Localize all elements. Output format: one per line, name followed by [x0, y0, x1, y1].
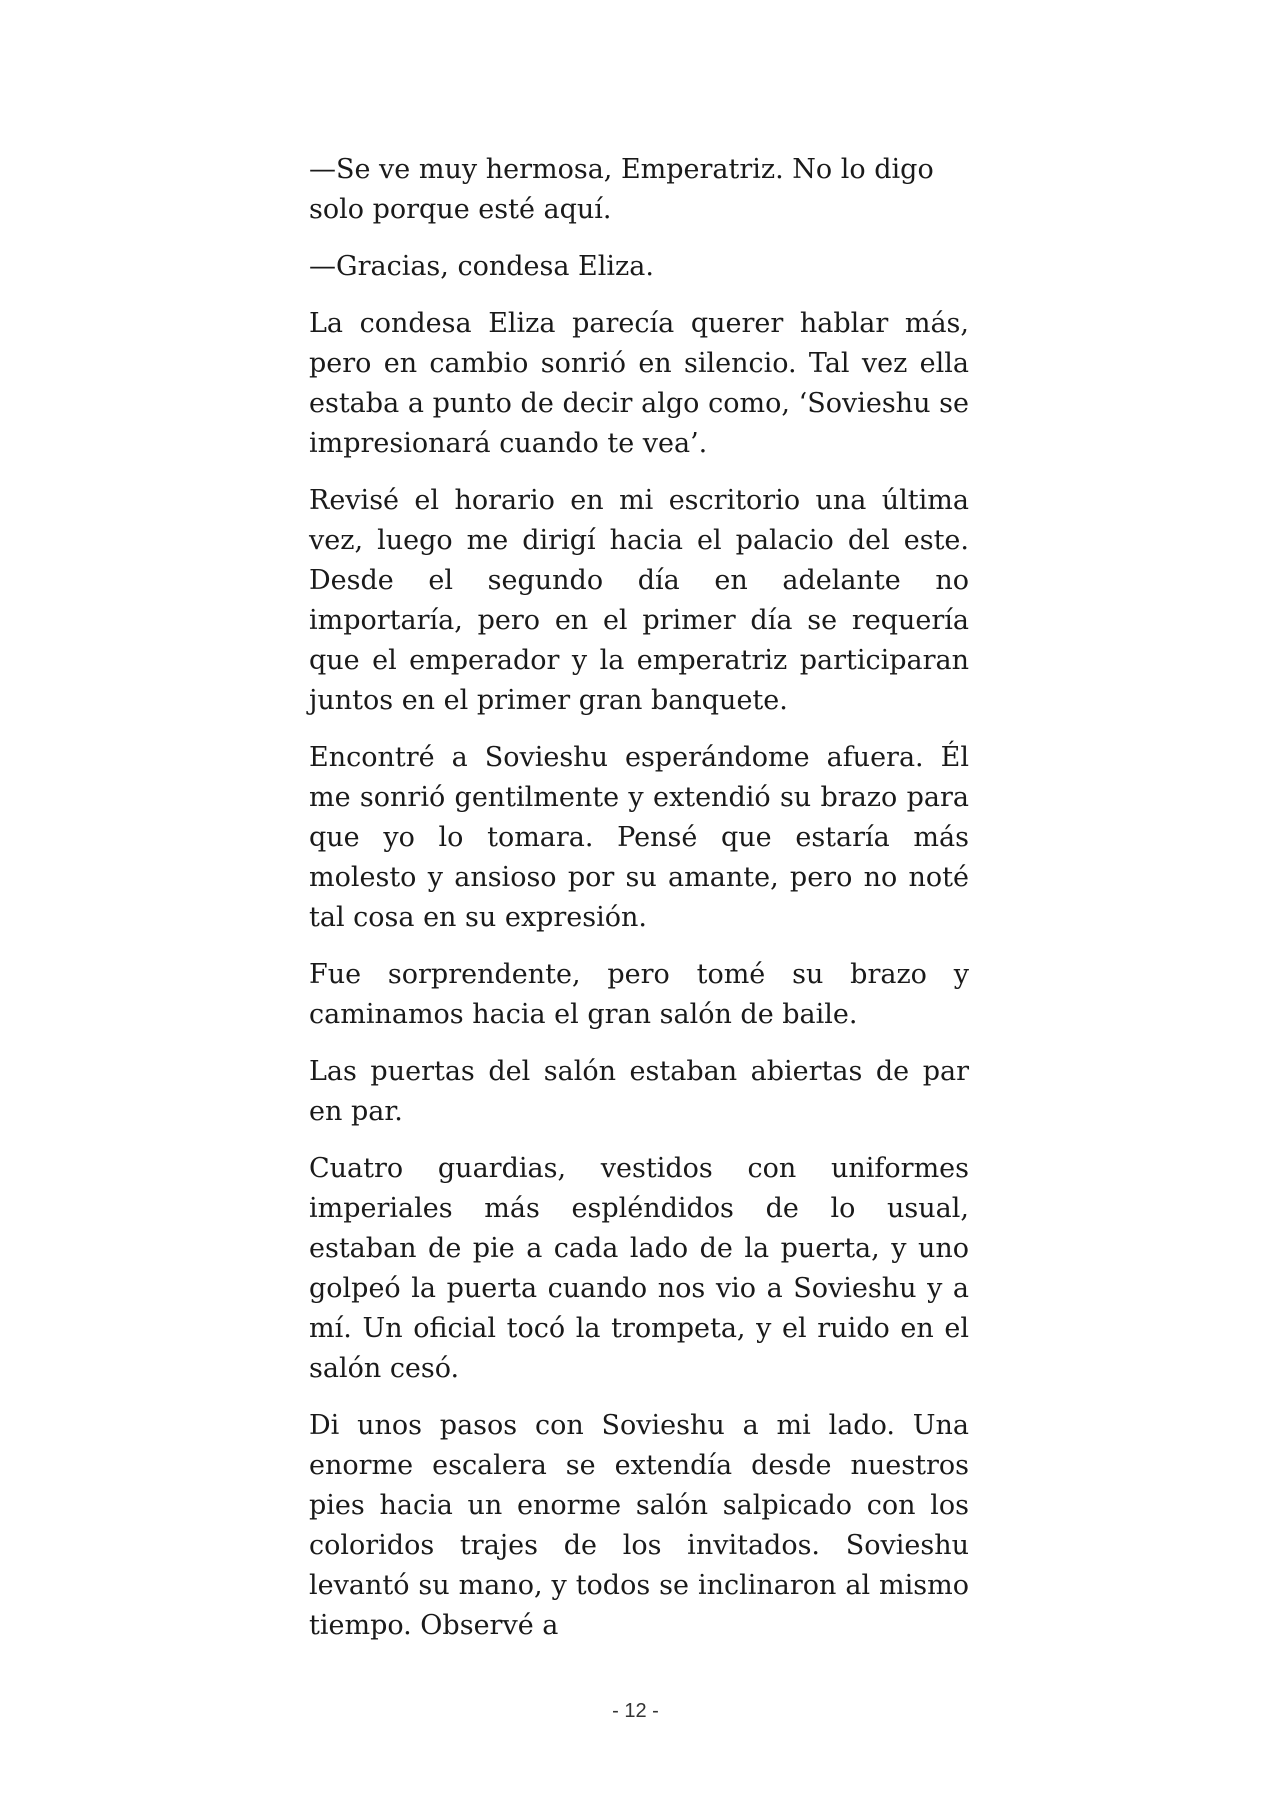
paragraph-4: Revisé el horario en mi escritorio una última vez, luego me dirigí hacia el palacio del este. Desde el segundo día en adelante no importaría, pero en el primer día se requería que el emperador y la emperatriz participaran juntos en el primer gran banquete.	[309, 485, 969, 716]
paragraph-6: Fue sorprendente, pero tomé su brazo y caminamos hacia el gran salón de baile.	[309, 959, 969, 1030]
paragraph-dialogue-2: —Gracias, condesa Eliza.	[309, 251, 654, 282]
paragraph-9: Di unos pasos con Sovieshu a mi lado. Una enorme escalera se extendía desde nuestros pies hacia un enorme salón salpicado con los coloridos trajes de los invitados. Sovieshu levantó su mano, y todos se inclinaron al mismo tiempo. Observé a	[309, 1410, 969, 1641]
paragraph-7: Las puertas del salón estaban abiertas de par en par.	[309, 1056, 969, 1127]
page-number: - 12 -	[612, 1700, 659, 1722]
paragraph-3: La condesa Eliza parecía querer hablar más, pero en cambio sonrió en silencio. Tal vez ella estaba a punto de decir algo como, ‘Sovieshu se impresionará cuando te vea’.	[309, 308, 969, 459]
paragraph-8: Cuatro guardias, vestidos con uniformes imperiales más espléndidos de lo usual, estaban de pie a cada lado de la puerta, y uno golpeó la puerta cuando nos vio a Sovieshu y a mí. Un oficial tocó la trompeta, y el ruido en el salón cesó.	[309, 1153, 969, 1384]
paragraph-dialogue-1: —Se ve muy hermosa, Emperatriz. No lo digo solo porque esté aquí.	[309, 154, 934, 225]
paragraph-5: Encontré a Sovieshu esperándome afuera. Él me sonrió gentilmente y extendió su brazo para que yo lo tomara. Pensé que estaría más molesto y ansioso por su amante, pero no noté tal cosa en su expresión.	[309, 742, 969, 933]
body-text	[309, 150, 969, 1663]
